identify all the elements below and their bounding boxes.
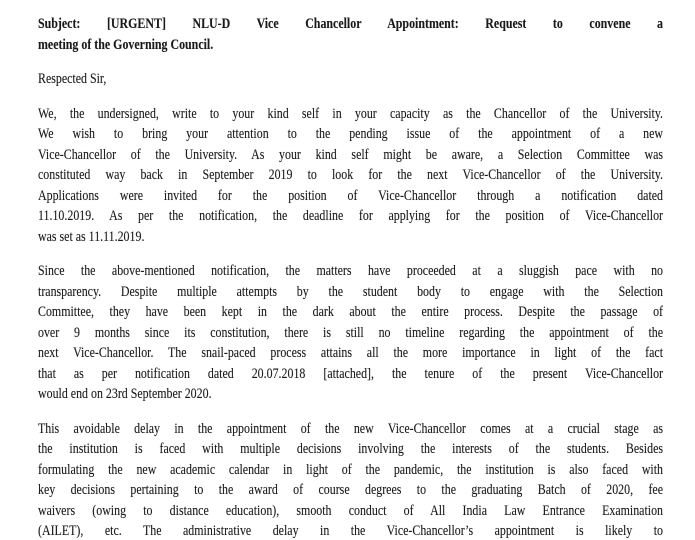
paragraph-3 bbox=[38, 419, 663, 540]
paragraph-2-line-4: over 9 months since its constitution, there is still no timeline regarding the appointment of the bbox=[38, 324, 664, 341]
paragraph-1-line-3: Vice-Chancellor of the University. As your kind self might be aware, a Selection Committee was bbox=[38, 146, 664, 163]
paragraph-1-line-7: was set as 11.11.2019. bbox=[38, 228, 145, 245]
paragraph-1-line-1: We, the undersigned, write to your kind self in your capacity as the Chancellor of the University. bbox=[38, 105, 664, 122]
paragraph-2 bbox=[38, 261, 663, 405]
subject-line-2: meeting of the Governing Council. bbox=[38, 36, 214, 53]
paragraph-1-line-5: Applications were invited for the position of Vice-Chancellor through a notification dated bbox=[38, 187, 664, 204]
salutation-line-1: Respected Sir, bbox=[38, 71, 107, 87]
paragraph-1 bbox=[38, 104, 663, 248]
letter-body bbox=[38, 14, 663, 540]
subject bbox=[38, 14, 663, 55]
paragraph-1-line-2: We wish to bring your attention to the pending issue of the appointment of a new bbox=[38, 126, 664, 142]
subject-line-1: Subject: [URGENT] NLU-D Vice Chancellor Appointment: Request to convene a bbox=[38, 16, 664, 32]
salutation bbox=[38, 69, 663, 90]
paragraph-3-line-3: formulating the new academic calendar in light of the pandemic, the institution is also faced with bbox=[38, 461, 664, 478]
paragraph-3-line-6: (AILET), etc. The administrative delay in the Vice-Chancellor’s appointment is likely to bbox=[38, 523, 664, 539]
paragraph-2-line-2: transparency. Despite multiple attempts by the student body to engage with the Selection bbox=[38, 283, 664, 300]
paragraph-2-line-5: next Vice-Chancellor. The snail-paced process attains all the more importance in light of the fact bbox=[38, 345, 664, 361]
paragraph-2-line-6: that as per notification dated 20.07.2018 [attached], the tenure of the present Vice-Chancellor bbox=[38, 365, 664, 382]
paragraph-1-line-4: constituted way back in September 2019 to look for the next Vice-Chancellor of the University. bbox=[38, 167, 664, 183]
paragraph-2-line-1: Since the above-mentioned notification, the matters have proceeded at a sluggish pace with no bbox=[38, 263, 664, 279]
paragraph-1-line-6: 11.10.2019. As per the notification, the deadline for applying for the position of Vice-Chancellor bbox=[38, 208, 664, 224]
paragraph-3-line-2: the institution is faced with multiple decisions involving the interests of the students. Besides bbox=[38, 441, 664, 457]
paragraph-3-line-1: This avoidable delay in the appointment of the new Vice-Chancellor comes at a crucial stage as bbox=[38, 420, 664, 437]
paragraph-2-line-3: Committee, they have been kept in the dark about the entire process. Despite the passage of bbox=[38, 304, 664, 320]
paragraph-2-line-7: would end on 23rd September 2020. bbox=[38, 386, 212, 402]
paragraph-3-line-4: key decisions pertaining to the award of course degrees to the graduating Batch of 2020, fee bbox=[38, 482, 664, 498]
paragraph-3-line-5: waivers (owing to distance education), smooth conduct of All India Law Entrance Examination bbox=[38, 502, 664, 519]
